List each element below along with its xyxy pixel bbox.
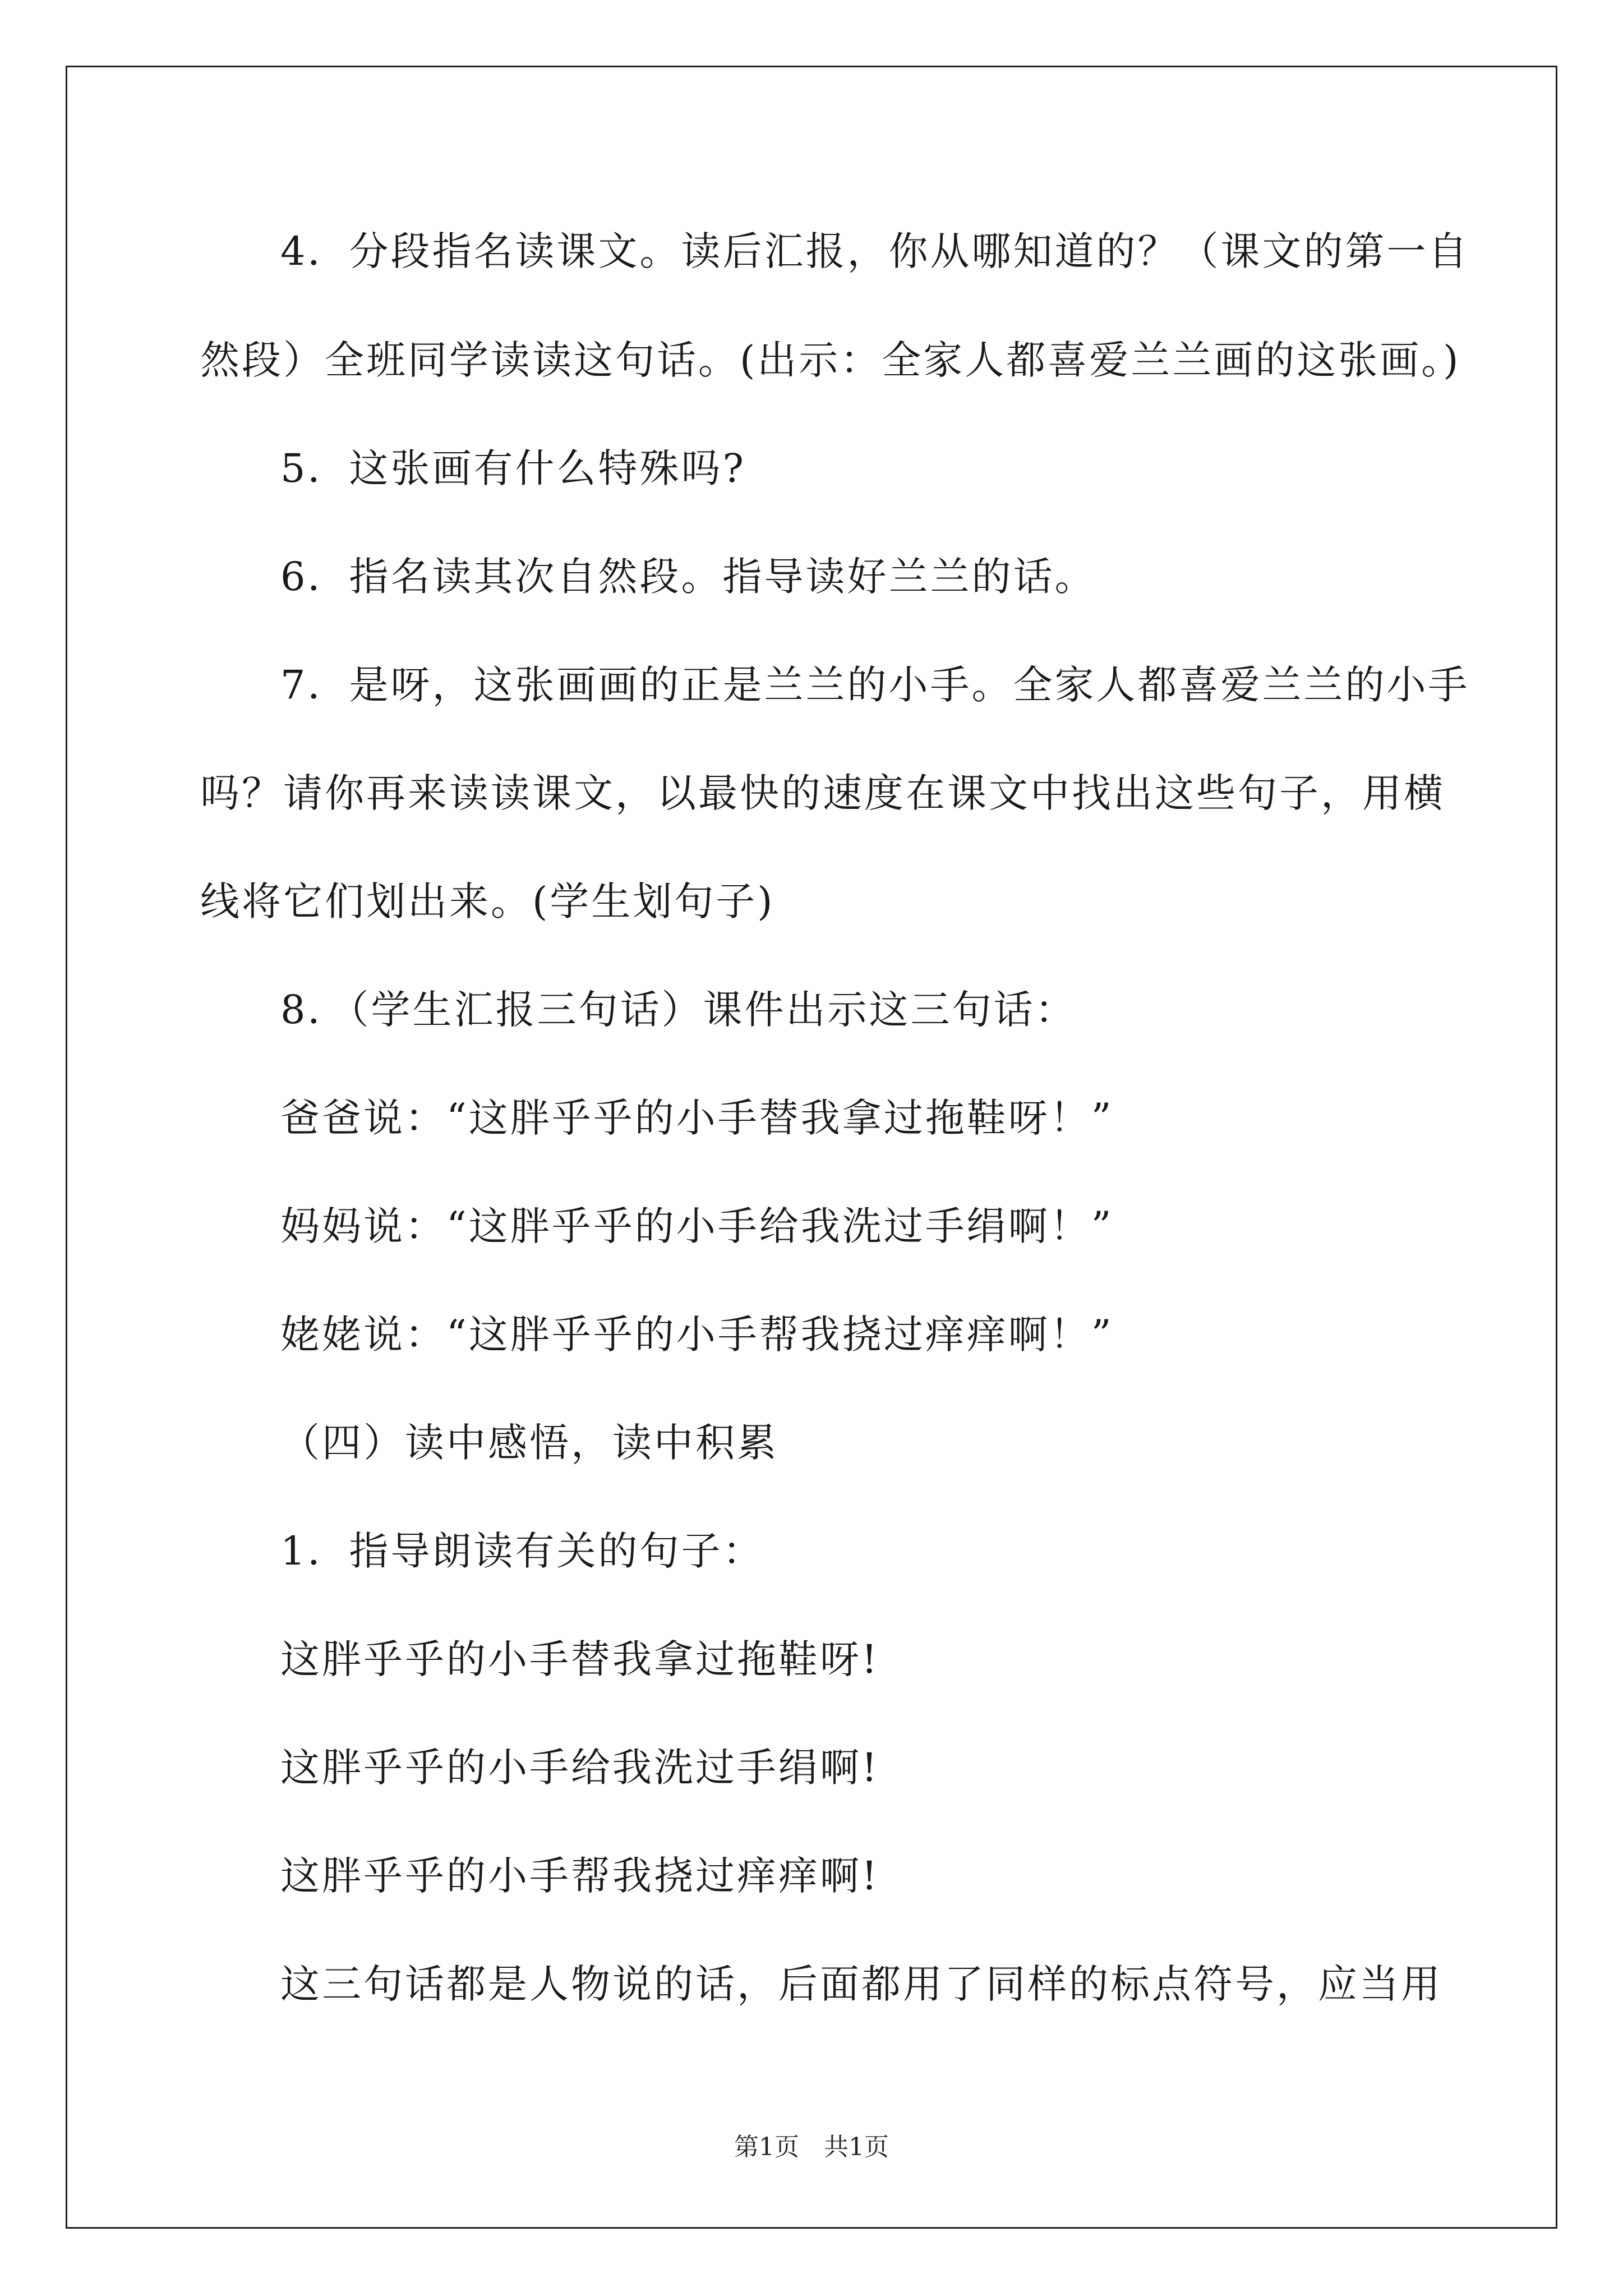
paragraph-line-6: 吗？请你再来读读课文，以最快的速度在课文中找出这些句子，用横 — [200, 770, 1445, 816]
section-heading: （四）读中感悟，读中积累 — [280, 1420, 778, 1466]
quote-line-dad: 爸爸说：“这胖乎乎的小手替我拿过拖鞋呀！” — [280, 1095, 1114, 1141]
paragraph-line-13: 1．指导朗读有关的句子： — [280, 1528, 764, 1574]
paragraph-line-7: 线将它们划出来。(学生划句子) — [200, 878, 775, 924]
paragraph-line-17: 这三句话都是人物说的话，后面都用了同样的标点符号，应当用 — [280, 1961, 1442, 2007]
quote-line-mom: 妈妈说：“这胖乎乎的小手给我洗过手绢啊！” — [280, 1203, 1114, 1249]
sentence-line-3: 这胖乎乎的小手帮我挠过痒痒啊! — [280, 1853, 880, 1899]
page-border — [66, 66, 1557, 2229]
sentence-line-1: 这胖乎乎的小手替我拿过拖鞋呀! — [280, 1636, 880, 1682]
paragraph-line-2: 然段）全班同学读读这句话。(出示：全家人都喜爱兰兰画的这张画。) — [200, 337, 1461, 383]
quote-line-grandma: 姥姥说：“这胖乎乎的小手帮我挠过痒痒啊！” — [280, 1312, 1114, 1358]
paragraph-line-5: 7．是呀，这张画画的正是兰兰的小手。全家人都喜爱兰兰的小手 — [280, 662, 1470, 708]
sentence-line-2: 这胖乎乎的小手给我洗过手绢啊! — [280, 1745, 880, 1791]
paragraph-line-1: 4．分段指名读课文。读后汇报，你从哪知道的？（课文的第一自 — [280, 228, 1470, 274]
paragraph-line-3: 5．这张画有什么特殊吗? — [280, 445, 746, 491]
paragraph-line-4: 6．指名读其次自然段。指导读好兰兰的话。 — [280, 554, 1096, 600]
page-footer: 第1页 共1页 — [734, 2133, 889, 2161]
paragraph-line-8: 8．（学生汇报三句话）课件出示这三句话： — [280, 987, 1077, 1033]
